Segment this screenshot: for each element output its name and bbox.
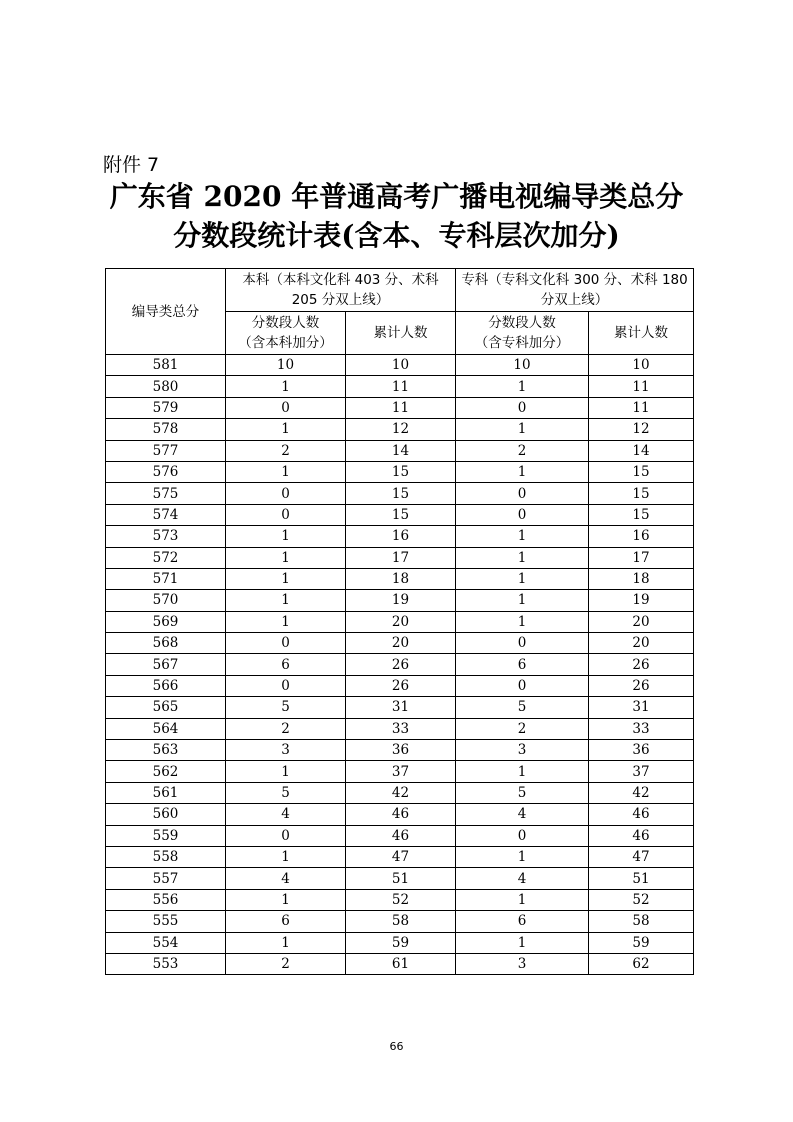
undergraduate-segment-cell: 0 <box>226 675 346 696</box>
score-cell: 571 <box>106 568 226 589</box>
junior-college-segment-cell: 6 <box>456 654 589 675</box>
table-row <box>106 761 694 782</box>
junior-college-cumulative-cell: 58 <box>589 911 694 932</box>
header-junior-college-cumulative: 累计人数 <box>589 312 694 355</box>
table-row <box>106 782 694 803</box>
junior-college-segment-cell: 1 <box>456 590 589 611</box>
table-row <box>106 718 694 739</box>
junior-college-segment-cell: 3 <box>456 953 589 974</box>
undergraduate-segment-cell: 10 <box>226 355 346 376</box>
undergraduate-segment-cell: 2 <box>226 953 346 974</box>
table-row <box>106 846 694 867</box>
junior-college-segment-cell: 0 <box>456 483 589 504</box>
score-cell: 557 <box>106 868 226 889</box>
junior-college-segment-cell: 6 <box>456 911 589 932</box>
undergraduate-segment-cell: 0 <box>226 504 346 525</box>
undergraduate-segment-cell: 5 <box>226 782 346 803</box>
table-row <box>106 697 694 718</box>
score-cell: 568 <box>106 633 226 654</box>
undergraduate-cumulative-cell: 51 <box>346 868 456 889</box>
undergraduate-cumulative-cell: 36 <box>346 740 456 761</box>
undergraduate-segment-cell: 1 <box>226 590 346 611</box>
junior-college-segment-cell: 0 <box>456 633 589 654</box>
undergraduate-cumulative-cell: 59 <box>346 932 456 953</box>
page-number: 66 <box>389 1040 404 1053</box>
junior-college-cumulative-cell: 20 <box>589 633 694 654</box>
score-cell: 556 <box>106 889 226 910</box>
header-undergraduate-cumulative: 累计人数 <box>346 312 456 355</box>
undergraduate-cumulative-cell: 15 <box>346 461 456 482</box>
score-cell: 565 <box>106 697 226 718</box>
score-cell: 569 <box>106 611 226 632</box>
table-row <box>106 504 694 525</box>
score-cell: 580 <box>106 376 226 397</box>
junior-college-segment-cell: 2 <box>456 440 589 461</box>
junior-college-cumulative-cell: 12 <box>589 419 694 440</box>
undergraduate-segment-cell: 1 <box>226 568 346 589</box>
score-cell: 562 <box>106 761 226 782</box>
score-cell: 554 <box>106 932 226 953</box>
score-cell: 570 <box>106 590 226 611</box>
undergraduate-cumulative-cell: 42 <box>346 782 456 803</box>
junior-college-cumulative-cell: 36 <box>589 740 694 761</box>
header-junior-college-group: 专科（专科文化科 300 分、术科 180 分双上线） <box>456 269 694 312</box>
junior-college-cumulative-cell: 46 <box>589 825 694 846</box>
junior-college-cumulative-cell: 15 <box>589 461 694 482</box>
table-row <box>106 547 694 568</box>
undergraduate-segment-cell: 6 <box>226 654 346 675</box>
table-row <box>106 825 694 846</box>
junior-college-cumulative-cell: 52 <box>589 889 694 910</box>
table-row <box>106 740 694 761</box>
undergraduate-segment-cell: 4 <box>226 868 346 889</box>
score-cell: 576 <box>106 461 226 482</box>
undergraduate-segment-cell: 1 <box>226 889 346 910</box>
score-cell: 573 <box>106 526 226 547</box>
junior-college-segment-cell: 10 <box>456 355 589 376</box>
score-cell: 574 <box>106 504 226 525</box>
score-cell: 558 <box>106 846 226 867</box>
score-cell: 577 <box>106 440 226 461</box>
junior-college-cumulative-cell: 20 <box>589 611 694 632</box>
score-cell: 566 <box>106 675 226 696</box>
table-row <box>106 397 694 418</box>
junior-college-segment-cell: 1 <box>456 461 589 482</box>
table-row <box>106 526 694 547</box>
junior-college-cumulative-cell: 16 <box>589 526 694 547</box>
junior-college-segment-cell: 1 <box>456 611 589 632</box>
undergraduate-segment-cell: 1 <box>226 461 346 482</box>
table-row <box>106 911 694 932</box>
undergraduate-segment-cell: 1 <box>226 611 346 632</box>
junior-college-cumulative-cell: 26 <box>589 675 694 696</box>
table-row <box>106 889 694 910</box>
junior-college-segment-cell: 3 <box>456 740 589 761</box>
junior-college-cumulative-cell: 31 <box>589 697 694 718</box>
junior-college-cumulative-cell: 19 <box>589 590 694 611</box>
undergraduate-segment-cell: 3 <box>226 740 346 761</box>
undergraduate-segment-cell: 6 <box>226 911 346 932</box>
table-row <box>106 568 694 589</box>
junior-college-segment-cell: 2 <box>456 718 589 739</box>
score-cell: 553 <box>106 953 226 974</box>
undergraduate-cumulative-cell: 11 <box>346 376 456 397</box>
undergraduate-cumulative-cell: 12 <box>346 419 456 440</box>
score-cell: 564 <box>106 718 226 739</box>
undergraduate-cumulative-cell: 14 <box>346 440 456 461</box>
header-junior-college-segment <box>456 312 589 355</box>
junior-college-segment-cell: 1 <box>456 568 589 589</box>
junior-college-cumulative-cell: 37 <box>589 761 694 782</box>
score-cell: 561 <box>106 782 226 803</box>
table-row <box>106 483 694 504</box>
undergraduate-cumulative-cell: 18 <box>346 568 456 589</box>
junior-college-cumulative-cell: 59 <box>589 932 694 953</box>
table-row <box>106 868 694 889</box>
score-cell: 575 <box>106 483 226 504</box>
undergraduate-cumulative-cell: 15 <box>346 504 456 525</box>
junior-college-cumulative-cell: 46 <box>589 804 694 825</box>
document-title-line-2: 分数段统计表(含本、专科层次加分) <box>173 219 620 252</box>
header-undergraduate-segment-line-1: 分数段人数 <box>251 315 320 331</box>
junior-college-cumulative-cell: 42 <box>589 782 694 803</box>
undergraduate-segment-cell: 1 <box>226 932 346 953</box>
undergraduate-segment-cell: 1 <box>226 547 346 568</box>
junior-college-cumulative-cell: 18 <box>589 568 694 589</box>
undergraduate-cumulative-cell: 31 <box>346 697 456 718</box>
score-cell: 559 <box>106 825 226 846</box>
junior-college-segment-cell: 1 <box>456 889 589 910</box>
table-row <box>106 590 694 611</box>
score-cell: 567 <box>106 654 226 675</box>
junior-college-cumulative-cell: 15 <box>589 483 694 504</box>
undergraduate-segment-cell: 1 <box>226 419 346 440</box>
undergraduate-segment-cell: 2 <box>226 440 346 461</box>
score-cell: 581 <box>106 355 226 376</box>
junior-college-cumulative-cell: 11 <box>589 397 694 418</box>
junior-college-segment-cell: 0 <box>456 397 589 418</box>
undergraduate-cumulative-cell: 20 <box>346 611 456 632</box>
junior-college-cumulative-cell: 47 <box>589 846 694 867</box>
junior-college-segment-cell: 0 <box>456 825 589 846</box>
junior-college-cumulative-cell: 14 <box>589 440 694 461</box>
table-row <box>106 376 694 397</box>
undergraduate-segment-cell: 0 <box>226 633 346 654</box>
junior-college-segment-cell: 5 <box>456 782 589 803</box>
undergraduate-segment-cell: 1 <box>226 376 346 397</box>
undergraduate-segment-cell: 1 <box>226 526 346 547</box>
score-cell: 563 <box>106 740 226 761</box>
undergraduate-cumulative-cell: 33 <box>346 718 456 739</box>
undergraduate-segment-cell: 0 <box>226 397 346 418</box>
junior-college-cumulative-cell: 62 <box>589 953 694 974</box>
table-row <box>106 953 694 974</box>
undergraduate-cumulative-cell: 46 <box>346 825 456 846</box>
junior-college-segment-cell: 1 <box>456 526 589 547</box>
junior-college-cumulative-cell: 17 <box>589 547 694 568</box>
table-row <box>106 932 694 953</box>
undergraduate-segment-cell: 0 <box>226 483 346 504</box>
table-row <box>106 675 694 696</box>
undergraduate-segment-cell: 1 <box>226 846 346 867</box>
undergraduate-cumulative-cell: 10 <box>346 355 456 376</box>
undergraduate-cumulative-cell: 15 <box>346 483 456 504</box>
header-undergraduate-group: 本科（本科文化科 403 分、术科 205 分双上线） <box>226 269 456 312</box>
undergraduate-cumulative-cell: 11 <box>346 397 456 418</box>
score-cell: 572 <box>106 547 226 568</box>
header-undergraduate-segment-line-2: （含本科加分） <box>238 335 333 351</box>
junior-college-segment-cell: 1 <box>456 419 589 440</box>
undergraduate-segment-cell: 2 <box>226 718 346 739</box>
undergraduate-cumulative-cell: 58 <box>346 911 456 932</box>
undergraduate-cumulative-cell: 26 <box>346 675 456 696</box>
junior-college-segment-cell: 1 <box>456 932 589 953</box>
junior-college-segment-cell: 1 <box>456 761 589 782</box>
undergraduate-cumulative-cell: 46 <box>346 804 456 825</box>
undergraduate-cumulative-cell: 52 <box>346 889 456 910</box>
document-title-line-1: 广东省 2020 年普通高考广播电视编导类总分 <box>109 180 684 213</box>
undergraduate-segment-cell: 4 <box>226 804 346 825</box>
score-cell: 578 <box>106 419 226 440</box>
undergraduate-segment-cell: 5 <box>226 697 346 718</box>
junior-college-cumulative-cell: 11 <box>589 376 694 397</box>
junior-college-cumulative-cell: 10 <box>589 355 694 376</box>
undergraduate-cumulative-cell: 16 <box>346 526 456 547</box>
table-body <box>106 355 694 975</box>
undergraduate-cumulative-cell: 37 <box>346 761 456 782</box>
undergraduate-cumulative-cell: 26 <box>346 654 456 675</box>
header-score-column: 编导类总分 <box>106 269 226 355</box>
undergraduate-segment-cell: 0 <box>226 825 346 846</box>
undergraduate-cumulative-cell: 20 <box>346 633 456 654</box>
junior-college-cumulative-cell: 33 <box>589 718 694 739</box>
table-row <box>106 633 694 654</box>
junior-college-cumulative-cell: 15 <box>589 504 694 525</box>
undergraduate-cumulative-cell: 61 <box>346 953 456 974</box>
junior-college-segment-cell: 0 <box>456 504 589 525</box>
score-cell: 555 <box>106 911 226 932</box>
header-undergraduate-segment <box>226 312 346 355</box>
table-row <box>106 654 694 675</box>
score-cell: 560 <box>106 804 226 825</box>
junior-college-segment-cell: 4 <box>456 804 589 825</box>
junior-college-segment-cell: 5 <box>456 697 589 718</box>
undergraduate-cumulative-cell: 47 <box>346 846 456 867</box>
undergraduate-segment-cell: 1 <box>226 761 346 782</box>
junior-college-cumulative-cell: 51 <box>589 868 694 889</box>
junior-college-segment-cell: 0 <box>456 675 589 696</box>
score-cell: 579 <box>106 397 226 418</box>
table-row <box>106 355 694 376</box>
table-row <box>106 461 694 482</box>
header-junior-college-segment-line-2: （含专科加分） <box>474 335 570 351</box>
table-row <box>106 419 694 440</box>
table-row <box>106 611 694 632</box>
table-row <box>106 440 694 461</box>
junior-college-cumulative-cell: 26 <box>589 654 694 675</box>
undergraduate-cumulative-cell: 17 <box>346 547 456 568</box>
undergraduate-cumulative-cell: 19 <box>346 590 456 611</box>
score-distribution-table <box>105 268 694 975</box>
junior-college-segment-cell: 4 <box>456 868 589 889</box>
header-junior-college-segment-line-1: 分数段人数 <box>488 315 556 331</box>
junior-college-segment-cell: 1 <box>456 547 589 568</box>
junior-college-segment-cell: 1 <box>456 846 589 867</box>
table-row <box>106 804 694 825</box>
junior-college-segment-cell: 1 <box>456 376 589 397</box>
attachment-label: 附件 7 <box>103 154 160 176</box>
